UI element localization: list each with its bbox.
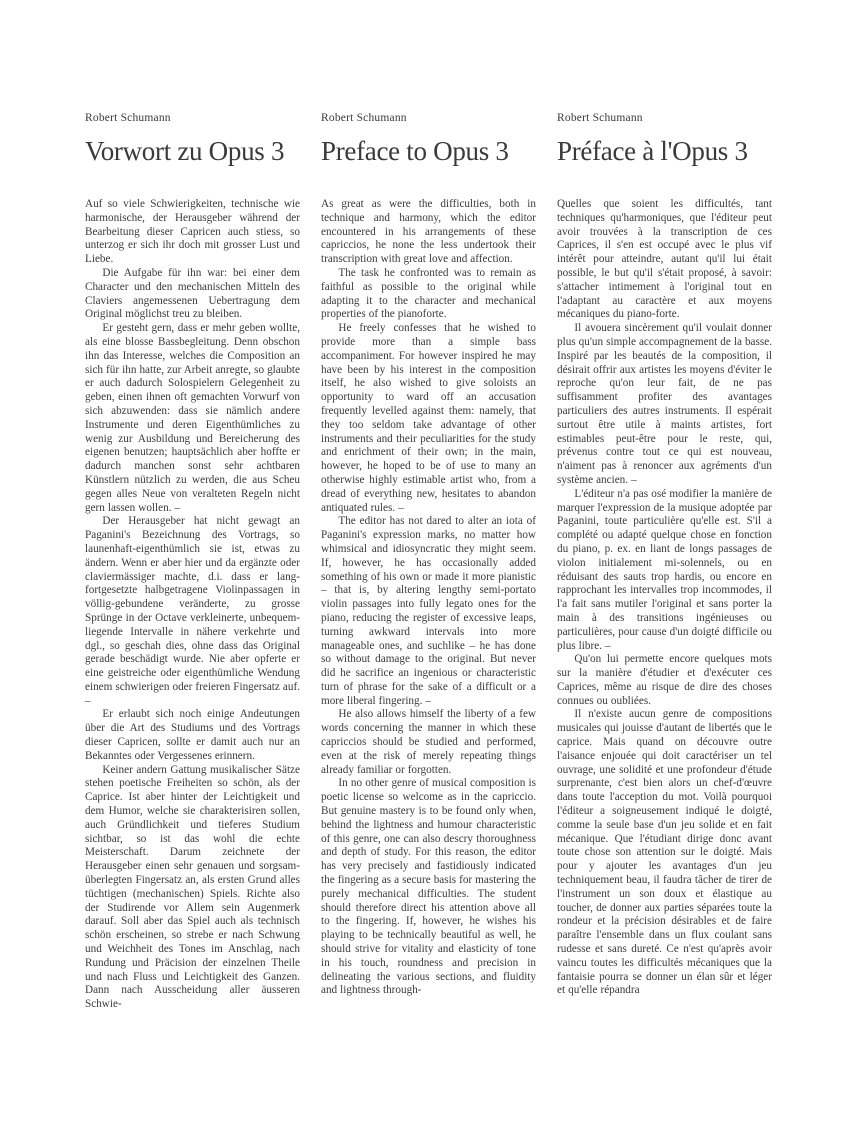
author-name: Robert Schumann bbox=[321, 112, 407, 124]
paragraph: He freely confesses that he wished to provide more than a simple bass accompaniment. For however inspired he may have been by his interest in the composition itself, he also wished to give soloists an opportunity to ward off an accusation frequently levelled against them: namely, that they too seldom take advantage of other instruments and their peculiarities for the study and enrichment of their own; in the main, however, he hoped to be of use to many an otherwise highly estimable artist who, from a dread of everything new, hesitates to abandon antiquated rules. – bbox=[321, 322, 536, 514]
paragraph: Er erlaubt sich noch einige Andeutungen über die Art des Studiums und des Vortrags dieser Capricen, sollte er damit auch nur an Bekanntes oder Vergessenes erinnern. bbox=[85, 708, 300, 762]
paragraph: In no other genre of musical composition is poetic license so welcome as in the capriccio. But genuine mastery is to be found only when, behind the lightness and humour characteristic of this genre, one can also descry thoroughness and depth of study. For this reason, the editor has very precisely and fastidiously indicated the fingering as a secure basis for mastering the purely mechanical difficulties. The student should therefore direct his attention above all to the fingering. If, however, he wishes his playing to be technically beautiful as well, he should strive for vitality and elasticity of tone in his touch, roundness and precision in delineating the various sections, and fluidity and lightness through- bbox=[321, 777, 536, 997]
paragraph: Der Herausgeber hat nicht gewagt an Paganini's Bezeichnung des Vortrags, so launenhaft-eigenthümlich sie ist, etwas zu ändern. Wenn er aber hier und da ergänzte oder claviermässiger machte, d.i. dass er lang-fortgesetzte halbgetragene Violinpassagen in völlig-gebundene veränderte, zu grosse Sprünge in der Octave verkleinerte, unbequem-liegende Intervalle in nähere verkehrte und dgl., so geschah dies, ohne dass das Original gerade beschädigt wurde. Nie aber opferte er eine geistreiche oder eigenthümliche Wendung einem schwierigen oder freieren Fingersatz auf. – bbox=[85, 515, 300, 707]
preface-text-english bbox=[321, 198, 536, 998]
three-column-layout bbox=[85, 112, 772, 1012]
preface-text-german bbox=[85, 198, 300, 1012]
paragraph: Qu'on lui permette encore quelques mots sur la manière d'étudier et d'exécuter ces Caprices, même au risque de dire des choses connues ou oubliées. bbox=[557, 653, 772, 707]
paragraph: L'éditeur n'a pas osé modifier la manière de marquer l'expression de la musique adoptée par Paganini, toute particulière qu'elle est. S'il a complété ou adapté quelque chose en fonction du piano, p. ex. en liant de longs passages de violon initialement mi-solennels, ou en réduisant des sauts trop hardis, ou encore en rapprochant les intervalles trop incommodes, il l'a fait sans mutiler l'original et sans porter la main à des transitions ingénieuses ou particulières, pour cause d'un doigté difficile ou plus libre. – bbox=[557, 487, 772, 652]
column-german bbox=[85, 112, 300, 1012]
author-name: Robert Schumann bbox=[557, 112, 643, 124]
page-title-french: Préface à l'Opus 3 bbox=[557, 136, 748, 166]
paragraph: Quelles que soient les difficultés, tant techniques qu'harmoniques, que l'éditeur peut avoir trouvées à la transcription de ces Caprices, il s'en est occupé avec le plus vif intérêt pour atteindre, autant qu'il lui était possible, le but qu'il s'était proposé, à savoir: s'attacher intimement à l'original tout en l'adaptant au caractère et aux moyens mécaniques du piano-forte. bbox=[557, 198, 772, 321]
page-title-english: Preface to Opus 3 bbox=[321, 136, 509, 166]
column-french bbox=[557, 112, 772, 1012]
paragraph: Die Aufgabe für ihn war: bei einer dem Character und den mechanischen Mitteln des Claviers angemessenen Uebertragung dem Original möglichst treu zu bleiben. bbox=[85, 266, 300, 321]
paragraph: Auf so viele Schwierigkeiten, technische wie harmonische, der Herausgeber während der Bearbeitung dieser Capricen auch stiess, so unterzog er sich ihr doch mit grosser Lust und Liebe. bbox=[85, 198, 300, 266]
author-name: Robert Schumann bbox=[85, 112, 171, 124]
column-english bbox=[321, 112, 536, 1012]
page-title-german: Vorwort zu Opus 3 bbox=[85, 136, 285, 166]
paragraph: Keiner andern Gattung musikalischer Sätze stehen poetische Freiheiten so schön, als der Caprice. Ist aber hinter der Leichtigkeit und dem Humor, welche sie charakterisiren sollen, auch Gründlichkeit und tieferes Studium sichtbar, so ist das wohl die echte Meisterschaft. Darum zeichnete der Herausgeber einen sehr genauen und sorgsam-überlegten Fingersatz an, als ersten Grund alles tüchtigen (mechanischen) Spiels. Richte also der Studirende vor Allem sein Augenmerk darauf. Soll aber das Spiel auch als technisch schön erscheinen, so strebe er nach Schwung und Weichheit des Tones im Anschlag, nach Rundung und Präcision der einzelnen Theile und nach Fluss und Leichtigkeit des Ganzen. Dann nach Ausscheidung aller äusseren Schwie- bbox=[85, 763, 300, 1011]
paragraph: He also allows himself the liberty of a few words concerning the manner in which these capriccios should be studied and performed, even at the risk of merely repeating things already familiar or forgotten. bbox=[321, 708, 536, 776]
paragraph: The task he confronted was to remain as faithful as possible to the original while adapting it to the character and mechanical properties of the pianoforte. bbox=[321, 266, 536, 321]
paragraph: Il n'existe aucun genre de compositions musicales qui jouisse d'autant de libertés que le caprice. Mais quand on découvre outre l'aisance enjouée qui doit caractériser un tel ouvrage, une solidité et une profondeur d'étude surprenante, c'est bien alors un chef-d'œuvre dans toute l'acception du mot. Voilà pourquoi l'éditeur a soigneusement indiqué le doigté, comme la seule base d'un jeu solide et en fait mécanique. Que l'étudiant dirige donc avant toute chose son attention sur le doigté. Mais pour y ajouter les avantages d'un jeu techniquement beau, il faudra tâcher de tirer de l'instrument un son doux et élastique au toucher, de donner aux parties séparées toute la rondeur et la précision désirables et de faire paraître l'ensemble dans un flux coulant sans rudesse et sans dureté. Ce n'est qu'après avoir vaincu toutes les difficultés mécaniques que la fantaisie pourra se donner un élan sûr et léger et qu'elle répandra bbox=[557, 708, 772, 997]
preface-text-french bbox=[557, 198, 772, 998]
paragraph: As great as were the difficulties, both in technique and harmony, which the editor encountered in his arrangements of these capriccios, he none the less undertook their transcription with great love and affection. bbox=[321, 198, 536, 266]
paragraph: Il avouera sincèrement qu'il voulait donner plus qu'un simple accompagnement de la basse. Inspiré par les beautés de la composition, il désirait offrir aux artistes les moyens d'éviter le reproche qu'on leur fait, de ne pas suffisamment profiter des avantages particuliers des autres instruments. Il espérait surtout être utile à maints artistes, fort estimables peut-être pour le reste, qui, prévenus contre tout ce qui est nouveau, n'aiment pas à renoncer aux agréments d'un système ancien. – bbox=[557, 322, 772, 486]
paragraph: Er gesteht gern, dass er mehr geben wollte, als eine blosse Bassbegleitung. Denn obschon ihn das Interesse, welches die Composition an sich für ihn hatte, zur Arbeit anregte, so glaubte er auch dadurch Solospielern Gelegenheit zu geben, einen ihnen oft gemachten Vorwurf von sich abzuwenden: dass sie nämlich andere Instrumente und deren Eigenthümliches zu wenig zur Ausbildung und Bereicherung des eigenen benutzen; hauptsächlich aber hoffte er dadurch manchen sonst sehr achtbaren Künstlern nützlich zu werden, die aus Scheu gegen alles Neue von veralteten Regeln nicht gern lassen wollen. – bbox=[85, 322, 300, 514]
paragraph: The editor has not dared to alter an iota of Paganini's expression marks, no matter how whimsical and idiosyncratic they might seem. If, however, he has occasionally added something of his own or made it more pianistic – that is, by altering lengthy semi-portato violin passages into fully legato ones for the piano, reducing the register of excessive leaps, turning awkward intervals into more manageable ones, and suchlike – he has done so without damage to the original. But never did he sacrifice an ingenious or characteristic turn of phrase for the sake of a difficult or a more liberal fingering. – bbox=[321, 515, 536, 707]
